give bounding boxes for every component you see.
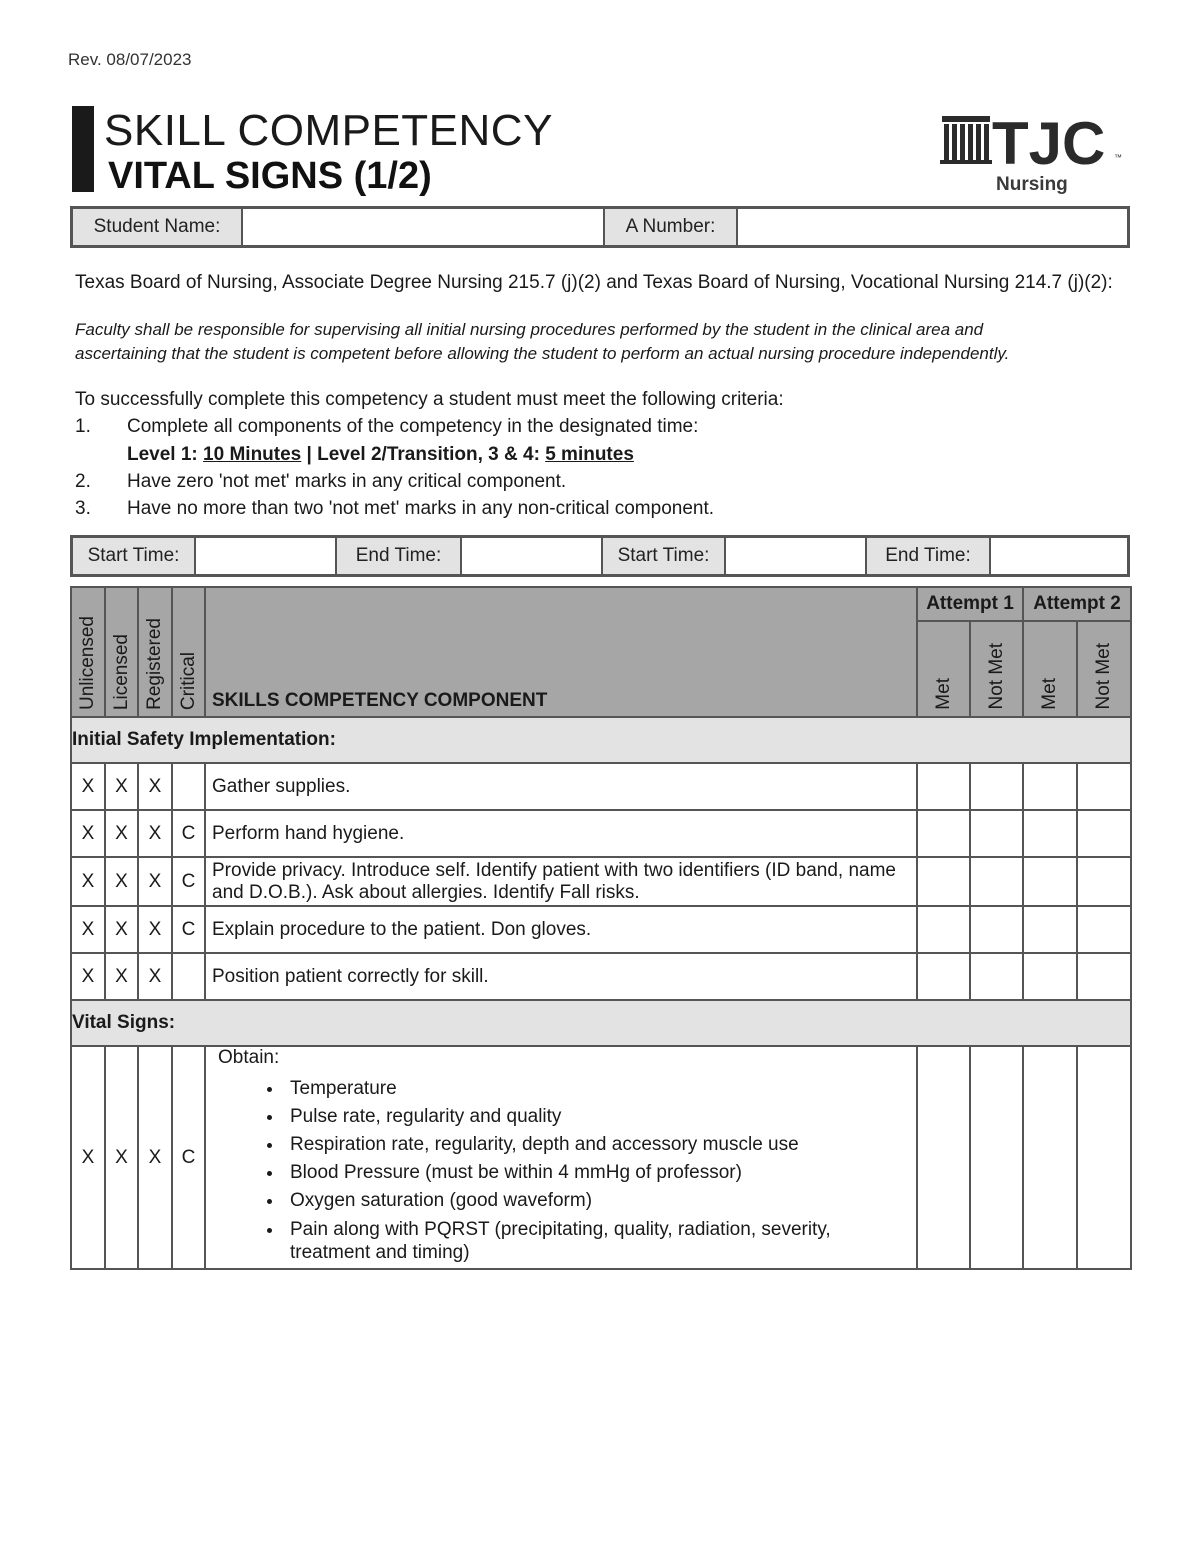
criteria-item: Have no more than two 'not met' marks in any non-critical component.: [127, 498, 715, 519]
logo-tm: ™: [1114, 153, 1122, 162]
faculty-quote-line2: ascertaining that the student is competent before allowing the student to perform an actual nursing procedure independently.: [75, 344, 1010, 363]
logo-subtext: Nursing: [996, 174, 1068, 195]
registered-mark: X: [138, 953, 172, 1000]
student-info-row: [70, 206, 1130, 248]
registered-mark: X: [138, 857, 172, 906]
component-text: Perform hand hygiene.: [205, 810, 917, 857]
attempt-2-met-cell[interactable]: [1023, 1046, 1077, 1269]
attempt-2-not-met-cell[interactable]: [1077, 906, 1131, 953]
attempt-2-met-header: Met: [1023, 621, 1077, 717]
vital-signs-list: [218, 1075, 916, 1264]
end-time-2-label: End Time:: [867, 538, 991, 574]
attempt-2-not-met-cell[interactable]: [1077, 763, 1131, 810]
attempt-1-met-cell[interactable]: [917, 1046, 970, 1269]
attempt-1-met-cell[interactable]: [917, 857, 970, 906]
student-name-field[interactable]: [243, 209, 605, 245]
col-header-unlicensed: Unlicensed: [71, 587, 105, 717]
attempt-2-header: Attempt 2: [1023, 587, 1131, 621]
list-item: • Blood Pressure (must be within 4 mmHg of professor): [284, 1159, 916, 1187]
table-row: [71, 857, 1131, 906]
unlicensed-mark: X: [71, 1046, 105, 1269]
student-name-label: Student Name:: [73, 209, 243, 245]
col-header-licensed: Licensed: [105, 587, 138, 717]
criteria-item: Complete all components of the competency in the designated time:: [127, 416, 699, 437]
unlicensed-mark: X: [71, 857, 105, 906]
component-text: Explain procedure to the patient. Don gloves.: [205, 906, 917, 953]
list-item: • Respiration rate, regularity, depth and accessory muscle use: [284, 1131, 916, 1159]
start-time-1-label: Start Time:: [73, 538, 196, 574]
critical-mark: C: [172, 857, 205, 906]
critical-mark: C: [172, 1046, 205, 1269]
component-text: Position patient correctly for skill.: [205, 953, 917, 1000]
section-title: Initial Safety Implementation:: [71, 717, 1131, 763]
licensed-mark: X: [105, 953, 138, 1000]
attempt-1-met-cell[interactable]: [917, 763, 970, 810]
revision-date: Rev. 08/07/2023: [68, 50, 192, 69]
list-item: • Pain along with PQRST (precipitating, quality, radiation, severity, treatment and timing): [284, 1218, 916, 1264]
critical-mark: C: [172, 810, 205, 857]
level2-time: 5 minutes: [545, 444, 634, 465]
obtain-label: Obtain:: [218, 1047, 280, 1068]
start-time-1-field[interactable]: [196, 538, 337, 574]
licensed-mark: X: [105, 1046, 138, 1269]
criteria-lead: To successfully complete this competency a student must meet the following criteria:: [75, 389, 784, 410]
component-text: [205, 1046, 917, 1269]
list-item: • Oxygen saturation (good waveform): [284, 1187, 916, 1215]
logo-text: TJC: [992, 112, 1106, 177]
attempt-1-met-cell[interactable]: [917, 810, 970, 857]
regulation-text: Texas Board of Nursing, Associate Degree Nursing 215.7 (j)(2) and Texas Board of Nursing, Vocational Nursing 214.7 (j)(2):: [75, 272, 1113, 293]
attempt-1-not-met-header: Not Met: [970, 621, 1023, 717]
attempt-2-met-cell[interactable]: [1023, 953, 1077, 1000]
critical-mark: [172, 953, 205, 1000]
component-text: Gather supplies.: [205, 763, 917, 810]
unlicensed-mark: X: [71, 906, 105, 953]
page-subtitle: VITAL SIGNS (1/2): [108, 155, 432, 197]
attempt-1-met-cell[interactable]: [917, 906, 970, 953]
attempt-2-not-met-cell[interactable]: [1077, 810, 1131, 857]
a-number-field[interactable]: [738, 209, 1127, 245]
a-number-label: A Number:: [605, 209, 738, 245]
unlicensed-mark: X: [71, 810, 105, 857]
attempt-2-not-met-cell[interactable]: [1077, 857, 1131, 906]
attempt-1-not-met-cell[interactable]: [970, 1046, 1023, 1269]
criteria-number: 2.: [75, 471, 91, 492]
attempt-1-met-header: Met: [917, 621, 970, 717]
attempt-2-not-met-header: Not Met: [1077, 621, 1131, 717]
attempt-1-not-met-cell[interactable]: [970, 763, 1023, 810]
column-building-icon: [940, 116, 992, 164]
criteria-item: Have zero 'not met' marks in any critical component.: [127, 471, 567, 492]
table-row: [71, 763, 1131, 810]
licensed-mark: X: [105, 763, 138, 810]
attempt-1-not-met-cell[interactable]: [970, 810, 1023, 857]
table-row: [71, 810, 1131, 857]
level1-time: 10 Minutes: [203, 444, 302, 465]
start-time-2-field[interactable]: [726, 538, 867, 574]
licensed-mark: X: [105, 857, 138, 906]
col-header-registered: Registered: [138, 587, 172, 717]
registered-mark: X: [138, 810, 172, 857]
tjc-nursing-logo: [940, 112, 1125, 196]
component-text: Provide privacy. Introduce self. Identify patient with two identifiers (ID band, name and D.O.B.). Ask about allergies. Identify Fall risks.: [205, 857, 917, 906]
licensed-mark: X: [105, 906, 138, 953]
col-header-critical: Critical: [172, 587, 205, 717]
attempt-1-not-met-cell[interactable]: [970, 953, 1023, 1000]
col-header-component: SKILLS COMPETENCY COMPONENT: [205, 587, 917, 717]
table-row: [71, 953, 1131, 1000]
start-time-2-label: Start Time:: [603, 538, 726, 574]
time-row: [70, 535, 1130, 577]
faculty-quote-line1: Faculty shall be responsible for supervising all initial nursing procedures performed by the student in the clinical area and: [75, 320, 984, 339]
list-item: • Temperature: [284, 1075, 916, 1103]
end-time-1-field[interactable]: [462, 538, 603, 574]
registered-mark: X: [138, 763, 172, 810]
attempt-1-header: Attempt 1: [917, 587, 1023, 621]
table-row: [71, 1046, 1131, 1269]
section-title: Vital Signs:: [71, 1000, 1131, 1046]
end-time-2-field[interactable]: [991, 538, 1127, 574]
critical-mark: C: [172, 906, 205, 953]
licensed-mark: X: [105, 810, 138, 857]
level2-label: Level 2/Transition, 3 & 4:: [317, 444, 546, 465]
end-time-1-label: End Time:: [337, 538, 462, 574]
list-item: • Pulse rate, regularity and quality: [284, 1103, 916, 1131]
attempt-2-met-cell[interactable]: [1023, 810, 1077, 857]
criteria-number: 3.: [75, 498, 91, 519]
section-header: [71, 1000, 1131, 1046]
competency-table: [70, 586, 1132, 1270]
registered-mark: X: [138, 1046, 172, 1269]
attempt-1-not-met-cell[interactable]: [970, 857, 1023, 906]
page-title: SKILL COMPETENCY: [104, 106, 553, 155]
table-row: [71, 906, 1131, 953]
level1-label: Level 1:: [127, 444, 204, 465]
time-requirements: [127, 444, 634, 466]
criteria-number: 1.: [75, 416, 91, 437]
registered-mark: X: [138, 906, 172, 953]
unlicensed-mark: X: [71, 763, 105, 810]
attempt-2-met-cell[interactable]: [1023, 763, 1077, 810]
unlicensed-mark: X: [71, 953, 105, 1000]
attempt-2-not-met-cell[interactable]: [1077, 953, 1131, 1000]
attempt-2-met-cell[interactable]: [1023, 857, 1077, 906]
section-header: [71, 717, 1131, 763]
title-accent-bar: [72, 106, 94, 192]
attempt-2-not-met-cell[interactable]: [1077, 1046, 1131, 1269]
attempt-1-not-met-cell[interactable]: [970, 906, 1023, 953]
time-separator: |: [301, 444, 318, 465]
attempt-2-met-cell[interactable]: [1023, 906, 1077, 953]
critical-mark: [172, 763, 205, 810]
attempt-1-met-cell[interactable]: [917, 953, 970, 1000]
